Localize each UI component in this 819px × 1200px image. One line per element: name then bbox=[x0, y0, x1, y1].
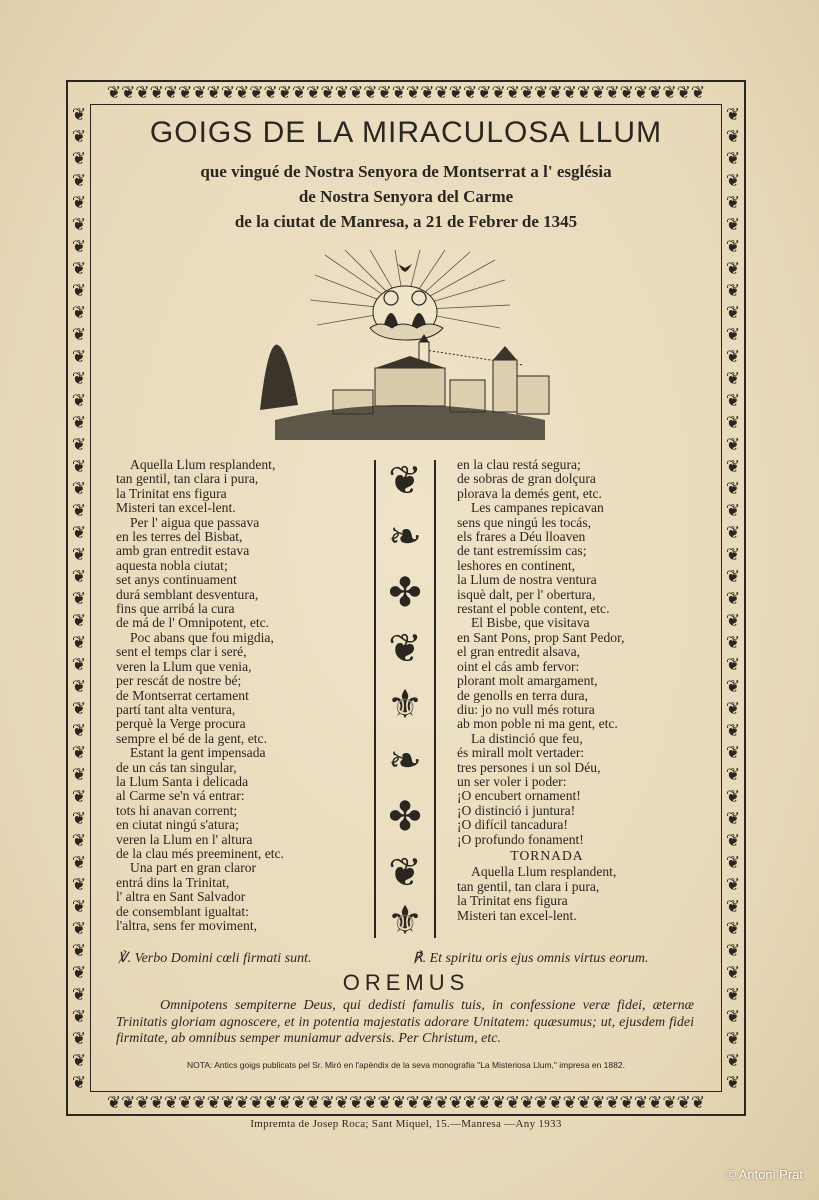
verse-line: veren la Llum en l' altura bbox=[116, 831, 253, 847]
verses-column-left bbox=[116, 458, 366, 933]
verse-line: tres persones i un sol Déu, bbox=[457, 759, 601, 775]
verse-line: de má de l' Omnipotent, etc. bbox=[116, 615, 270, 631]
verse-line: oint el cás amb fervor: bbox=[457, 658, 580, 674]
verse-line: un ser voler i poder: bbox=[457, 773, 567, 789]
verse-line: la Llum de nostra ventura bbox=[457, 572, 597, 588]
verse-line: Per l' aigua que passava bbox=[130, 514, 260, 530]
subtitle-line: de la ciutat de Manresa, a 21 de Febrer de 1345 bbox=[234, 212, 578, 231]
verse-line: Les campanes repicavan bbox=[471, 500, 604, 516]
svg-text:✤: ✤ bbox=[388, 794, 422, 840]
svg-text:✤: ✤ bbox=[388, 570, 422, 616]
verse-line: isquè dalt, per l' obertura, bbox=[457, 586, 596, 602]
svg-text:❦: ❦ bbox=[388, 460, 422, 504]
verse-line: ¡O distinció i juntura! bbox=[457, 802, 576, 818]
tornada-heading: TORNADA bbox=[510, 847, 584, 863]
verse-line: El Bisbe, que visitava bbox=[471, 615, 590, 631]
border-ornament-bottom: ❦❦❦❦❦❦❦❦❦❦❦❦❦❦❦❦❦❦❦❦❦❦❦❦❦❦❦❦❦❦❦❦❦❦❦❦❦❦❦❦❦❦ bbox=[106, 1093, 706, 1112]
verse-line: tan gentil, tan clara i pura, bbox=[116, 471, 259, 487]
verse-line: al Carme se'n vá entrar: bbox=[116, 788, 245, 804]
subtitle-line: de Nostra Senyora del Carme bbox=[298, 187, 514, 206]
verse-line: l' altra en Sant Salvador bbox=[116, 889, 246, 905]
verse-line: de genolls en terra dura, bbox=[457, 687, 588, 703]
verse-line: de la clau més preeminent, etc. bbox=[116, 845, 284, 861]
border-ornament-right: ❦❦❦❦❦❦❦❦❦❦❦❦❦❦❦❦❦❦❦❦❦❦❦❦❦❦❦❦❦❦❦❦❦❦❦❦❦❦❦❦❦❦❦❦❦ bbox=[725, 105, 741, 1092]
verse-line: en Sant Pons, prop Sant Pedor, bbox=[457, 629, 625, 645]
svg-text:❧: ❧ bbox=[388, 514, 422, 560]
note: NOTA: Antics goigs publicats pel Sr. Miró en l'apèndix de la seva monografia "La Misteriosa Llum," impresa en 1882. bbox=[187, 1060, 625, 1070]
verses-column-right bbox=[457, 458, 707, 923]
verse-line: de tant estremíssim cas; bbox=[457, 543, 587, 559]
border-ornament-left: ❦❦❦❦❦❦❦❦❦❦❦❦❦❦❦❦❦❦❦❦❦❦❦❦❦❦❦❦❦❦❦❦❦❦❦❦❦❦❦❦❦❦❦❦❦ bbox=[71, 105, 87, 1092]
response: ℟. Et spiritu oris ejus omnis virtus eorum. bbox=[413, 951, 649, 966]
versicle: ℣. Verbo Domini cœli firmati sunt. bbox=[118, 951, 312, 966]
verse-line: ab mon poble ni ma gent, etc. bbox=[457, 716, 618, 732]
dove-icon bbox=[398, 264, 412, 272]
verse-line: entrá dins la Trinitat, bbox=[116, 874, 230, 890]
subtitle-line: que vingué de Nostra Senyora de Montserrat a l' església bbox=[200, 162, 612, 181]
verse-line: plorant molt amargament, bbox=[457, 673, 598, 689]
verse-line: ¡O difícil tancadura! bbox=[457, 817, 568, 833]
verse-line: és mirall molt vertader: bbox=[457, 745, 585, 761]
verse-line: aquesta nobla ciutat; bbox=[116, 557, 228, 573]
verse-line: partí tant alta ventura, bbox=[116, 701, 236, 717]
verse-line: leshores en continent, bbox=[457, 557, 576, 573]
verse-line: en la clau restá segura; bbox=[457, 457, 581, 472]
verse-line: ¡O encubert ornament! bbox=[457, 788, 581, 804]
verse-line: durá semblant desventura, bbox=[116, 586, 259, 602]
svg-text:❦: ❦ bbox=[388, 850, 422, 896]
document-title: GOIGS DE LA MIRACULOSA LLUM bbox=[149, 116, 663, 149]
border-ornament-top: ❦❦❦❦❦❦❦❦❦❦❦❦❦❦❦❦❦❦❦❦❦❦❦❦❦❦❦❦❦❦❦❦❦❦❦❦❦❦❦❦❦❦ bbox=[106, 83, 706, 102]
verse-line: Misteri tan excel-lent. bbox=[457, 907, 577, 923]
verse-line: en ciutat ningú s'atura; bbox=[116, 817, 239, 833]
verse-line: els frares a Déu lloaven bbox=[457, 529, 586, 545]
svg-text:⚜: ⚜ bbox=[387, 682, 423, 728]
verse-line: Poc abans que fou migdia, bbox=[130, 629, 274, 645]
verse-line: fins que arribá la cura bbox=[116, 601, 235, 617]
verse-line: de un cás tan singular, bbox=[116, 759, 237, 775]
svg-text:❦: ❦ bbox=[388, 626, 422, 672]
verse-line: la Trinitat ens figura bbox=[457, 893, 568, 909]
verse-line: en les terres del Bisbat, bbox=[116, 529, 243, 545]
ornamental-column-divider bbox=[373, 460, 437, 938]
verse-line: restant el poble content, etc. bbox=[457, 601, 610, 617]
verse-line: sent el temps clar i seré, bbox=[116, 644, 247, 660]
verse-line: la Llum Santa i delicada bbox=[116, 773, 249, 789]
verse-line: diu: jo no vull més rotura bbox=[457, 701, 595, 717]
verse-line: la Trinitat ens figura bbox=[116, 485, 227, 501]
verse-line: plorava la demés gent, etc. bbox=[457, 485, 602, 501]
engraving-illustration bbox=[255, 250, 555, 440]
verse-line: sempre el bé de la gent, etc. bbox=[116, 730, 267, 746]
prayer-paragraph: Omnipotens sempiterne Deus, qui dedisti famulis tuis, in confessione veræ fidei, æternæ Trinitatis gloriam agnoscere, et in potentia majestatis adorare Unitatem: quæsumus; ut, ejusdem fidei firmitate, ab omnibus semper muniamur adversis. Per Christum, etc. bbox=[116, 998, 694, 1046]
verse-line: per rescát de nostre bé; bbox=[116, 673, 242, 689]
verse-line: sens que ningú les tocás, bbox=[457, 514, 592, 530]
verse-line: Misteri tan excel-lent. bbox=[116, 500, 236, 516]
verse-line: Estant la gent impensada bbox=[130, 745, 266, 761]
verse-line: La distinció que feu, bbox=[471, 730, 583, 746]
verse-line: de consemblant igualtat: bbox=[116, 903, 249, 919]
verse-line: tots hi anavan corrent; bbox=[116, 802, 238, 818]
printer-imprint: Impremta de Josep Roca; Sant Miquel, 15.—Manresa —Any 1933 bbox=[250, 1118, 562, 1130]
verse-line: l'altra, sens fer moviment, bbox=[116, 918, 257, 933]
verse-line: set anys continuament bbox=[116, 572, 237, 588]
verse-line: Aquella Llum resplandent, bbox=[130, 457, 276, 472]
verse-line: de sobras de gran dolçura bbox=[457, 471, 596, 487]
svg-text:❧: ❧ bbox=[388, 738, 422, 784]
oremus-heading: OREMUS bbox=[342, 970, 470, 995]
svg-text:⚜: ⚜ bbox=[387, 898, 423, 938]
verse-line: de Montserrat certament bbox=[116, 687, 249, 703]
verse-line: amb gran entredit estava bbox=[116, 543, 250, 559]
verse-line: veren la Llum que venia, bbox=[116, 658, 252, 674]
verse-line: Una part en gran claror bbox=[130, 860, 257, 876]
verse-line: el gran entredit alsava, bbox=[457, 644, 581, 660]
verse-line: perquè la Verge procura bbox=[116, 716, 246, 732]
copyright-watermark: © Antoni Prat bbox=[726, 1167, 803, 1182]
verse-line: ¡O profundo fonament! bbox=[457, 831, 584, 847]
verse-line: tan gentil, tan clara i pura, bbox=[457, 878, 600, 894]
verse-line: Aquella Llum resplandent, bbox=[471, 864, 617, 880]
prayer-text bbox=[116, 998, 694, 1048]
